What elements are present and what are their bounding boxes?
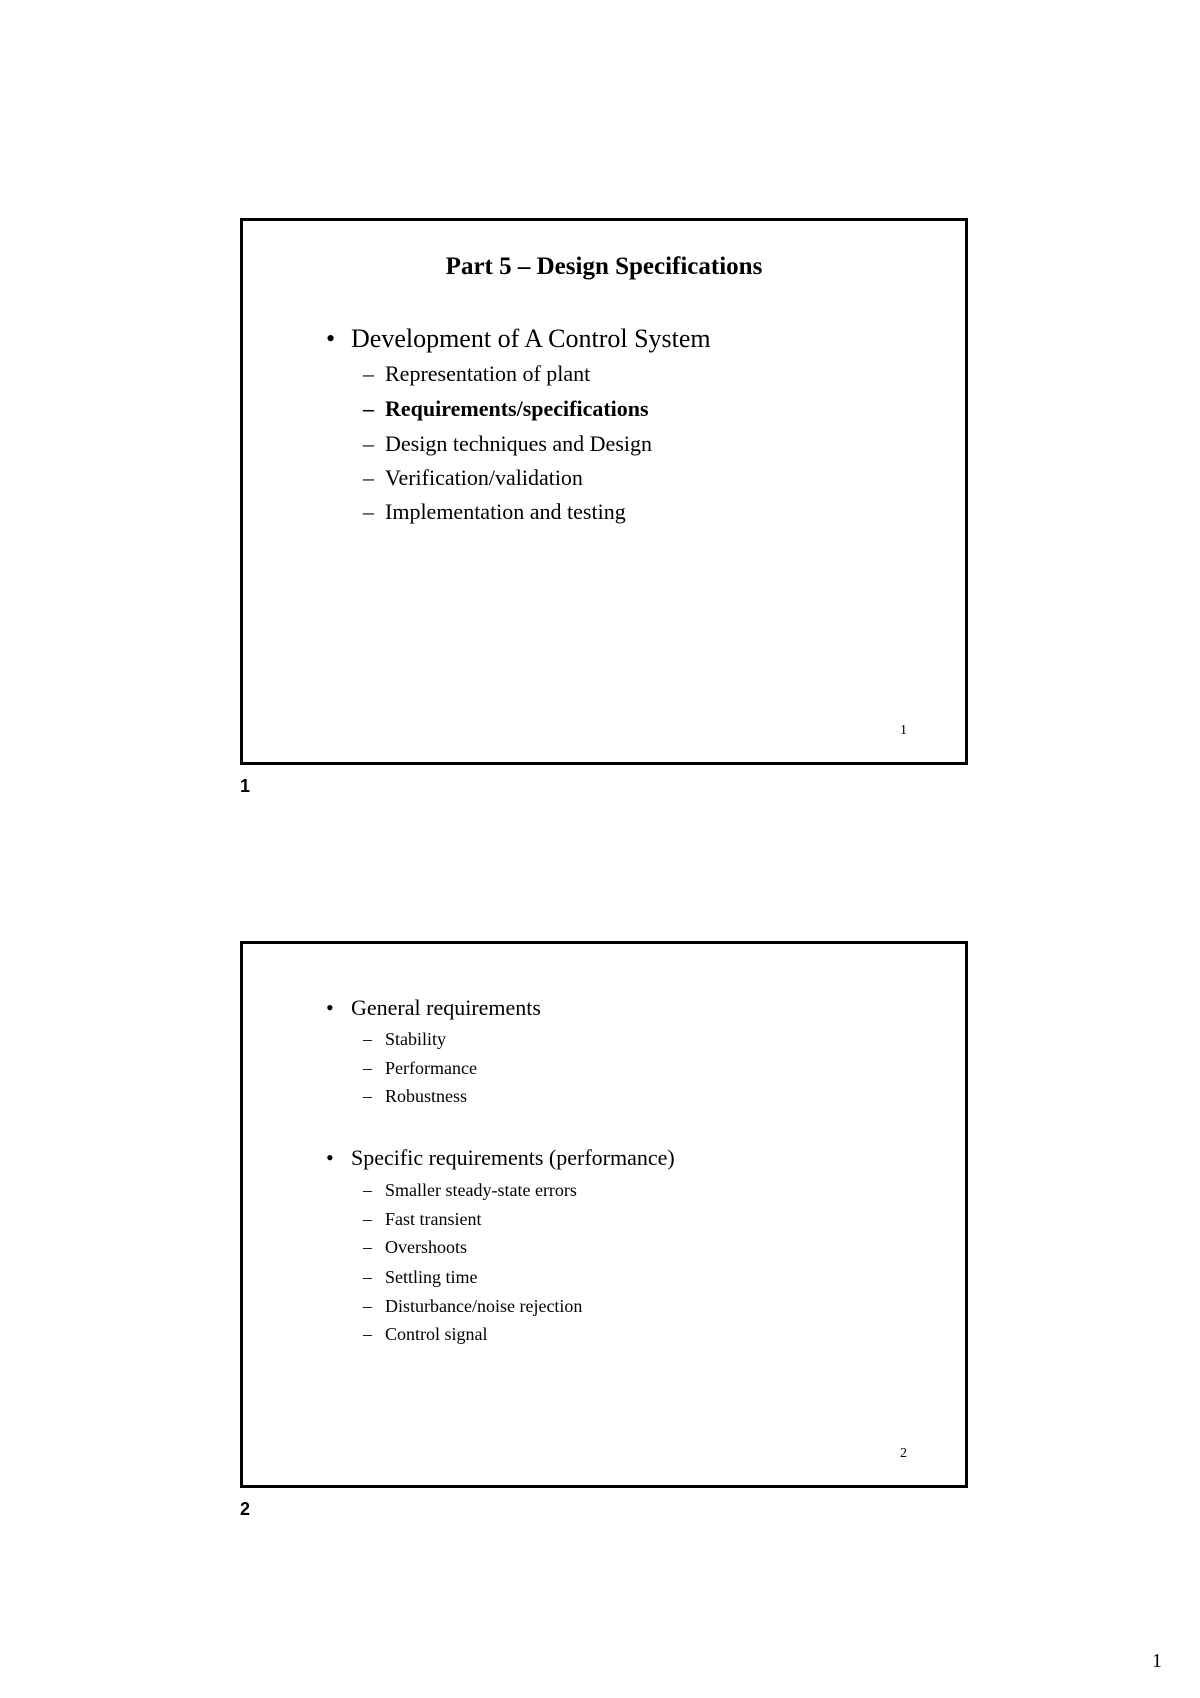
dash-glyph: – <box>363 1086 372 1106</box>
sub-item-text: Smaller steady-state errors <box>385 1180 577 1200</box>
sub-item-text: Settling time <box>385 1267 478 1287</box>
dash-glyph: – <box>363 1058 372 1078</box>
dash-glyph: – <box>363 499 374 524</box>
sub-item <box>363 499 626 525</box>
dash-glyph: – <box>363 1324 372 1344</box>
sub-item <box>363 1236 467 1258</box>
sub-item-text: Robustness <box>385 1086 468 1106</box>
sub-item-text: Design techniques and Design <box>385 431 652 456</box>
sub-item <box>363 1057 477 1079</box>
bullet-item <box>326 1145 675 1171</box>
bullet-glyph: • <box>326 324 336 353</box>
slide-1 <box>240 218 968 765</box>
sub-item <box>363 1266 478 1288</box>
slide-number: 1 <box>900 723 907 738</box>
dash-glyph: – <box>363 1180 372 1200</box>
sub-item <box>363 431 652 457</box>
bullet-glyph: • <box>326 1145 334 1170</box>
sub-item-text: Fast transient <box>385 1209 482 1229</box>
sub-item <box>363 1208 482 1230</box>
sub-item <box>363 1323 488 1345</box>
sub-item-emphasized <box>363 396 649 422</box>
bullet-text: General requirements <box>351 995 541 1020</box>
slide-title: Part 5 – Design Specifications <box>445 253 763 280</box>
sub-item-text: Overshoots <box>385 1237 467 1257</box>
sub-item-text: Control signal <box>385 1324 488 1344</box>
sub-item-text: Implementation and testing <box>385 499 626 524</box>
slide-label: 2 <box>240 1499 251 1519</box>
sub-item <box>363 465 583 491</box>
sub-item-text: Requirements/specifications <box>385 396 649 421</box>
sub-item <box>363 1179 577 1201</box>
sub-item-text: Performance <box>385 1058 477 1078</box>
sub-item <box>363 361 590 387</box>
slide-2 <box>240 941 968 1488</box>
bullet-glyph: • <box>326 995 334 1020</box>
sub-item-text: Disturbance/noise rejection <box>385 1296 583 1316</box>
dash-glyph: – <box>363 1029 372 1049</box>
slide-label: 1 <box>240 776 251 796</box>
dash-glyph: – <box>363 361 374 386</box>
dash-glyph: – <box>363 465 374 490</box>
dash-glyph: – <box>363 1237 372 1257</box>
dash-glyph: – <box>363 396 374 421</box>
bullet-item <box>326 995 541 1021</box>
dash-glyph: – <box>363 1296 372 1316</box>
slide-number: 2 <box>900 1446 907 1461</box>
sub-item <box>363 1085 467 1107</box>
sub-item-text: Verification/validation <box>385 465 583 490</box>
dash-glyph: – <box>363 1267 372 1287</box>
dash-glyph: – <box>363 431 374 456</box>
sub-item-text: Stability <box>385 1029 447 1049</box>
sub-item <box>363 1028 446 1050</box>
bullet-item <box>326 324 711 354</box>
sub-item-text: Representation of plant <box>385 361 591 386</box>
dash-glyph: – <box>363 1209 372 1229</box>
sub-item <box>363 1295 582 1317</box>
bullet-text: Development of A Control System <box>351 324 711 353</box>
page-number: 1 <box>1152 1650 1162 1672</box>
bullet-text: Specific requirements (performance) <box>351 1145 675 1170</box>
